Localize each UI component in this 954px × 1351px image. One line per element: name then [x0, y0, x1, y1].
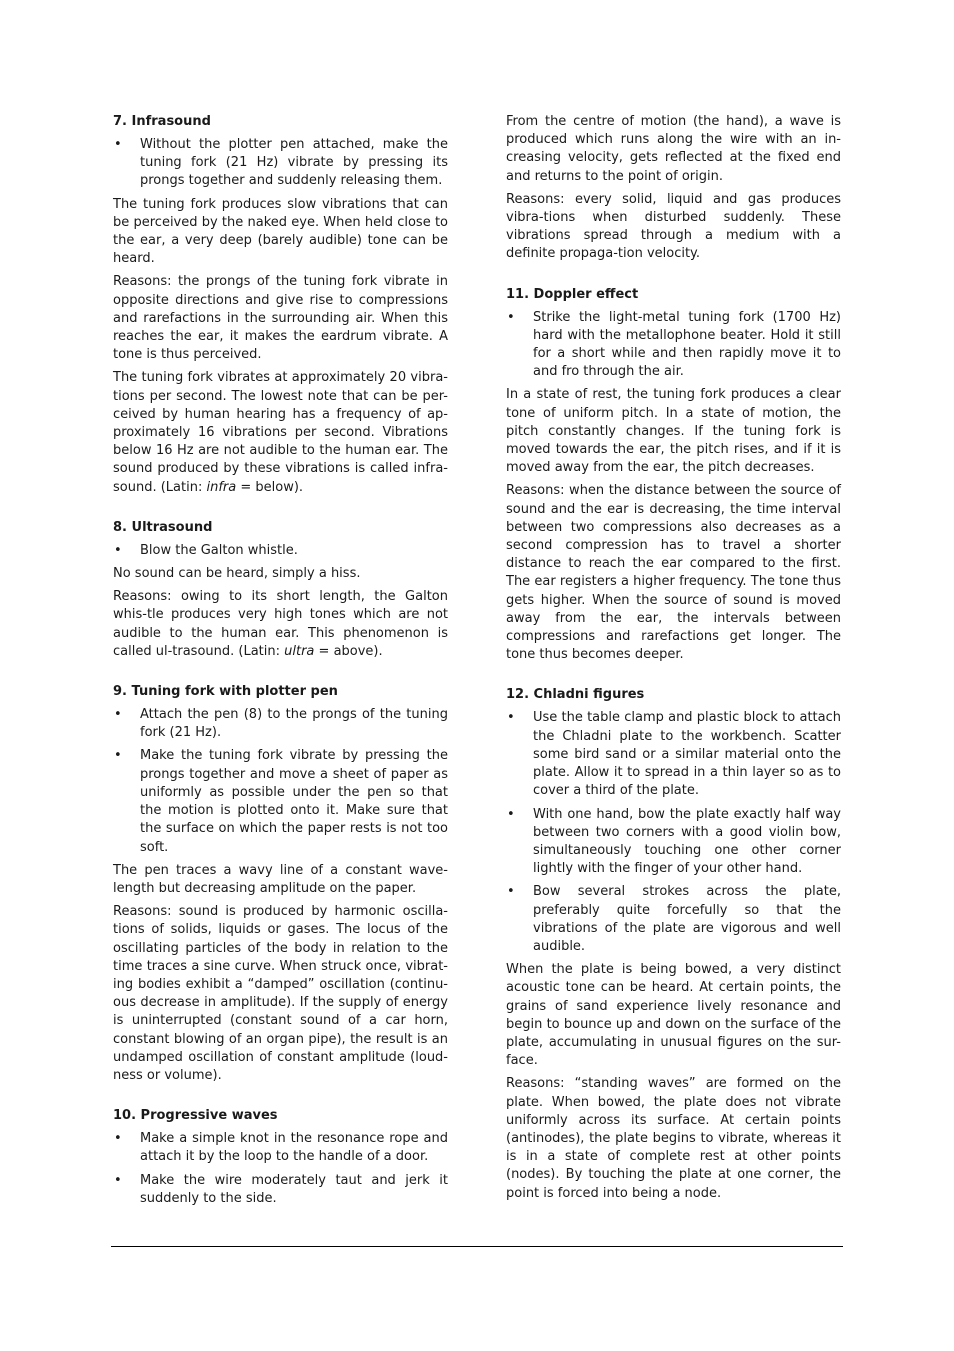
bullet-item: • With one hand, bow the plate exactly half way between two corners with a good violin bow, simultaneously touching one other corner lightly with the finger of your other hand. — [506, 806, 841, 879]
bullet-item: • Bow several strokes across the plate, preferably quite forcefully so that the vibrations of the plate are vigorous and well audible. — [506, 883, 841, 956]
bullet-item: • Make a simple knot in the resonance rope and attach it by the loop to the handle of a door. — [113, 1130, 448, 1166]
section-title: 9. Tuning fork with plotter pen — [113, 684, 338, 700]
section-infrasound — [113, 113, 448, 497]
section-progressive-waves-continued — [506, 113, 841, 264]
bullet-list — [113, 136, 448, 191]
bullet-list — [506, 309, 841, 382]
bullet-item: • Blow the Galton whistle. — [113, 542, 448, 560]
paragraph: Reasons: sound is produced by harmonic oscilla-tions of solids, liquids or gases. The locus of the oscillating particles of the body in relation to the time traces a sine curve. When struck once, vibrat-ing bodies exhibit a “damped” oscillation (continu-ous decrease in amplitude). If the supply of energy is uninterrupted (constant sound of a car horn, constant blowing of an organ pipe), the result is an undamped oscillation of constant amplitude (loud-ness or volume). — [113, 904, 448, 1083]
paragraph: No sound can be heard, simply a hiss. — [113, 566, 361, 582]
section-title: 11. Doppler effect — [506, 286, 639, 302]
section-title: 7. Infrasound — [113, 114, 211, 129]
paragraph: Reasons: every solid, liquid and gas produces vibra-tions when disturbed suddenly. These vibrations spread through a medium with a definite propaga-tion velocity. — [506, 191, 841, 262]
left-column — [113, 113, 448, 1213]
footer-rule — [111, 1246, 843, 1247]
paragraph — [113, 369, 448, 496]
section-doppler-effect — [506, 286, 841, 665]
section-tuning-fork-plotter — [113, 683, 448, 1085]
paragraph: The pen traces a wavy line of a constant wave-length but decreasing amplitude on the paper. — [113, 862, 448, 896]
bullet-list — [113, 706, 448, 857]
section-title: 8. Ultrasound — [113, 519, 213, 535]
text-run: = above). — [314, 643, 383, 659]
section-ultrasound — [113, 519, 448, 661]
text-run: Reasons: owing to its short length, the Galton whis-tle produces very high tones which are not audible to the human ear. This phenomenon is called ul-trasound. (Latin: — [113, 589, 448, 659]
latin-term: infra — [206, 479, 237, 495]
bullet-list — [506, 709, 841, 956]
bullet-item: • Use the table clamp and plastic block to attach the Chladni plate to the workbench. Scatter some bird sand or a similar material onto the plate. Allow it to spread in a thin layer so as to cover a third of the plate. — [506, 709, 841, 800]
paragraph: Reasons: the prongs of the tuning fork vibrate in opposite directions and give rise to compressions and rarefactions in the surrounding air. When this reaches the ear, it makes the eardrum vibrate. A tone is thus perceived. — [113, 274, 448, 363]
text-run: = below). — [236, 479, 304, 495]
right-column — [506, 113, 841, 1208]
paragraph: Reasons: “standing waves” are formed on the plate. When bowed, the plate does not vibrate uniformly across its surface. At certain points (antinodes), the plate begins to vibrate, whereas it is in a state of complete rest at other points (nodes). By touching the plate at one corner, the point is forced into being a node. — [506, 1076, 841, 1201]
bullet-item: • Attach the pen (8) to the prongs of the tuning fork (21 Hz). — [113, 706, 448, 742]
section-progressive-waves — [113, 1107, 448, 1208]
paragraph: In a state of rest, the tuning fork produces a clear tone of uniform pitch. In a state of motion, the pitch constantly changes. If the tuning fork is moved towards the ear, the pitch rises, and if it is moved away from the ear, the pitch decreases. — [506, 387, 841, 476]
bullet-item: • Make the wire moderately taut and jerk it suddenly to the side. — [113, 1172, 448, 1208]
paragraph: Reasons: when the distance between the source of sound and the ear is decreasing, the time interval between two compressions also decreases as a second compression has to travel a shorter distance to reach the ear compared to the first. The ear registers a higher frequency. The tone thus gets higher. When the source of sound is moved away from the ear, the intervals between compressions and rarefactions get longer. The tone thus becomes deeper. — [506, 483, 841, 663]
paragraph — [113, 588, 448, 661]
bullet-item: • Without the plotter pen attached, make the tuning fork (21 Hz) vibrate by pressing its prongs together and suddenly releasing them. — [113, 136, 448, 191]
paragraph: The tuning fork produces slow vibrations that can be perceived by the naked eye. When held close to the ear, a very deep (barely audible) tone can be heard. — [113, 196, 448, 267]
paragraph: When the plate is being bowed, a very distinct acoustic tone can be heard. At certain points, the grains of sand experience lively resonance and begin to bounce up and down on the surface of the plate, accumulating in unusual figures on the sur-face. — [506, 962, 841, 1069]
section-title: 10. Progressive waves — [113, 1108, 278, 1124]
section-title: 12. Chladni figures — [506, 687, 645, 703]
bullet-list — [113, 542, 448, 560]
bullet-list — [113, 1130, 448, 1208]
paragraph: From the centre of motion (the hand), a wave is produced which runs along the wire with an in-creasing velocity, gets reflected at the fixed end and returns to the point of origin. — [506, 114, 841, 184]
text-run: The tuning fork vibrates at approximately 20 vibra-tions per second. The lowest note that can be per-ceived by human hearing has a frequency of ap-proximately 16 vibrations per second. Vibrations below 16 Hz are not audible to the human ear. The sound produced by these vibrations is called infra-sound. (Latin: — [113, 370, 448, 495]
latin-term: ultra — [284, 643, 315, 659]
bullet-item: • Make the tuning fork vibrate by pressing the prongs together and move a sheet of paper as uniformly as possible under the pen so that the motion is plotted onto it. Make sure that the surface on which the paper rests is not too soft. — [113, 747, 448, 856]
bullet-item: • Strike the light-metal tuning fork (1700 Hz) hard with the metallophone beater. Hold it still for a short while and then rapidly move it to and fro through the air. — [506, 309, 841, 382]
section-chladni-figures — [506, 686, 841, 1202]
